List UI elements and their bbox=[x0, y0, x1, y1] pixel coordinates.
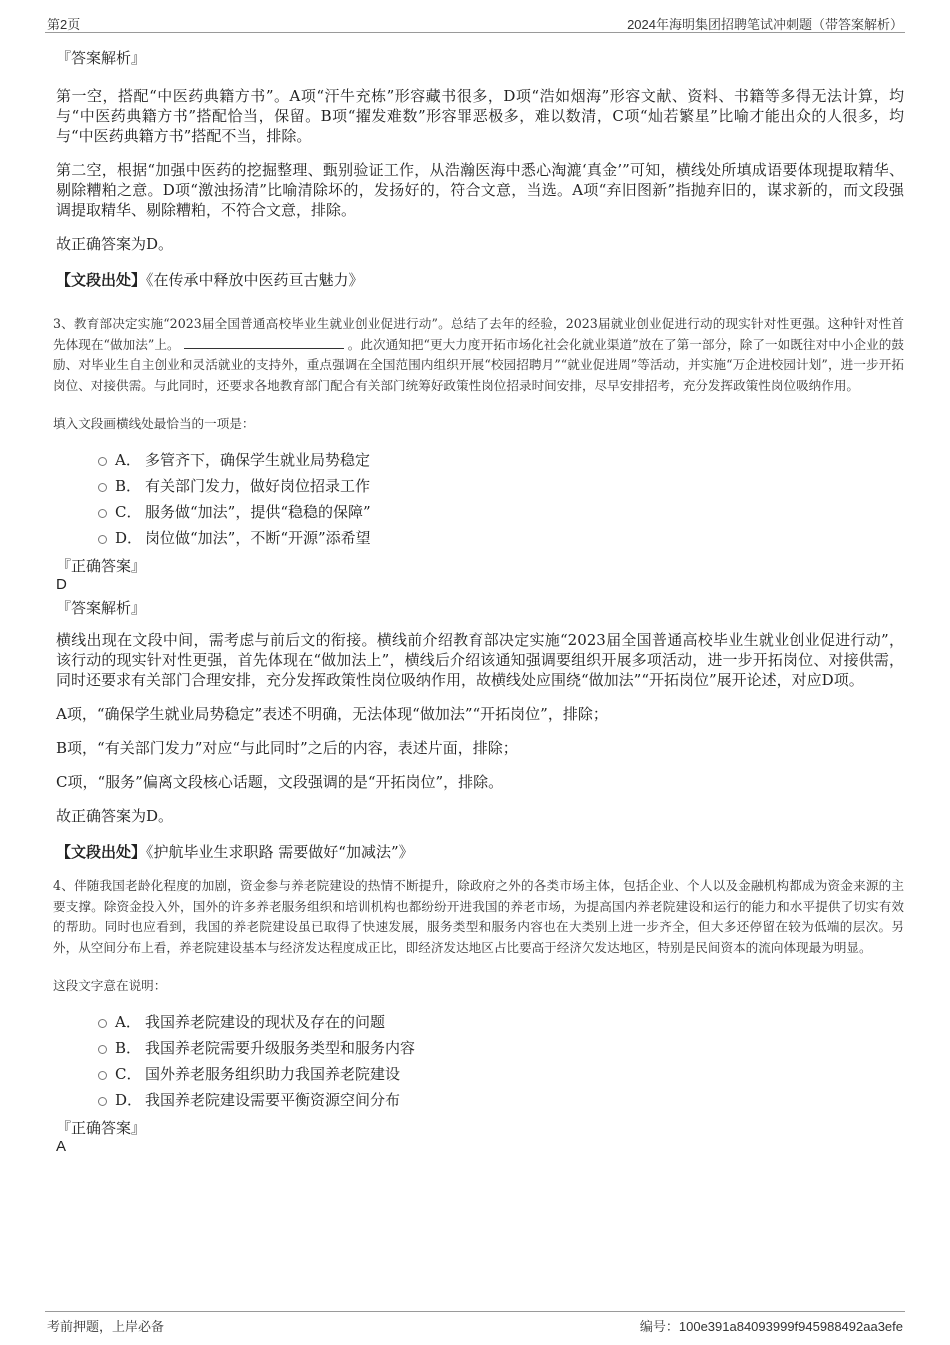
q4-options bbox=[98, 1008, 904, 1112]
q3-options bbox=[98, 446, 904, 550]
q2-conclusion: 故正确答案为D。 bbox=[56, 235, 174, 253]
q3-answer-label: 『正确答案』 bbox=[56, 557, 147, 575]
radio-icon[interactable] bbox=[98, 483, 107, 492]
page-header bbox=[45, 12, 905, 33]
radio-icon[interactable] bbox=[98, 535, 107, 544]
q3-analysis-label: 『答案解析』 bbox=[56, 599, 147, 617]
source-title: 《护航毕业生求职路 需要做好“加减法”》 bbox=[146, 843, 414, 861]
q2-analysis-paragraph: 第二空，根据“加强中医药的挖掘整理、甄别验证工作，从浩瀚医海中悉心淘漉‘真金’”可知，横线处所填成语要体现提取精华、剔除糟粕之意。D项“激浊扬清”比喻清除坏的，发扬好的，符合文意，当选。A项“弃旧图新”指抛弃旧的，谋求新的，而文段强调提取精华、剔除糟粕，不符合文意，排除。 bbox=[56, 161, 904, 219]
q4-option-b[interactable]: B． 我国养老院需要升级服务类型和服务内容 bbox=[98, 1034, 904, 1060]
q4-option-a[interactable]: A． 我国养老院建设的现状及存在的问题 bbox=[98, 1008, 904, 1034]
q3-analysis-paragraph: 横线出现在文段中间，需考虑与前后文的衔接。横线前介绍教育部决定实施“2023届全国普通高校毕业生就业创业促进行动”，该行动的现实针对性更强，首先体现在“做加法上”，横线后介绍该通知强调要组织开展多项活动，进一步开拓岗位、对接供需，同时还要求有关部门合理安排，充分发挥政策性岗位吸纳作用，故横线处应围绕“做加法”“开拓岗位”展开论述，对应D项。 bbox=[56, 631, 904, 689]
source-label: 【文段出处】 bbox=[56, 843, 147, 861]
q3-prompt: 填入文段画横线处最恰当的一项是： bbox=[53, 416, 255, 431]
q4-answer: A bbox=[56, 1138, 67, 1155]
q3-text-before: 3、教育部决定实施“2023届全国普通高校毕业生就业创业促进行动”。总结了去年的经验，2023届就业创业促进行动的现实针对性更强。这种针对性首先体现在“做加法”上。 bbox=[53, 316, 904, 352]
q4-prompt: 这段文字意在说明： bbox=[53, 978, 167, 993]
document-body bbox=[53, 44, 904, 1156]
page-footer bbox=[45, 1311, 905, 1334]
q3-text-after: 。此次通知把“更大力度开拓市场化社会化就业渠道”放在了第一部分，除了一如既往对中小企业的鼓励、对毕业生自主创业和灵活就业的支持外，重点强调在全国范围内组织开展“校园招聘月”“就业促进周”等活动，并实施“万企进校园计划”，进一步开拓岗位、对接供需。与此同时，还要求各地教育部门配合有关部门统筹好政策性岗位招录时间安排，尽早安排招考，充分发挥政策性岗位吸纳作用。 bbox=[53, 336, 904, 393]
page-number: 第2页 bbox=[47, 17, 81, 32]
q4-option-d[interactable]: D． 我国养老院建设需要平衡资源空间分布 bbox=[98, 1086, 904, 1112]
radio-icon[interactable] bbox=[98, 1019, 107, 1028]
radio-icon[interactable] bbox=[98, 1071, 107, 1080]
q3-option-d[interactable]: D． 岗位做“加法”，不断“开源”添希望 bbox=[98, 524, 904, 550]
q3-answer: D bbox=[56, 576, 67, 593]
radio-icon[interactable] bbox=[98, 509, 107, 518]
source-label: 【文段出处】 bbox=[56, 271, 147, 289]
q4-stem: 4、伴随我国老龄化程度的加剧，资金参与养老院建设的热情不断提升，除政府之外的各类市场主体，包括企业、个人以及金融机构都成为资金来源的主要支撑。除资金投入外，国外的许多养老服务组织和培训机构也都纷纷开进我国的养老市场，为提高国内养老院建设和运行的能力和水平提供了切实有效的帮助。同时也应看到，我国的养老院建设虽已取得了快速发展，服务类型和服务内容也在大类别上进一步齐全，但大多还停留在较为低端的层次。另外，从空间分布上看，养老院建设基本与经济发达程度成正比，即经济发达地区占比要高于经济欠发达地区，特别是民间资本的流向体现最为明显。 bbox=[53, 878, 904, 955]
radio-icon[interactable] bbox=[98, 1097, 107, 1106]
source-title: 《在传承中释放中医药亘古魅力》 bbox=[146, 271, 364, 289]
radio-icon[interactable] bbox=[98, 457, 107, 466]
q3-stem bbox=[53, 314, 904, 396]
q3-analysis-paragraph: B项，“有关部门发力”对应“与此同时”之后的内容，表述片面，排除； bbox=[56, 739, 518, 757]
radio-icon[interactable] bbox=[98, 1045, 107, 1054]
q3-conclusion: 故正确答案为D。 bbox=[56, 807, 174, 825]
q3-option-a[interactable]: A． 多管齐下，确保学生就业局势稳定 bbox=[98, 446, 904, 472]
document-code: 编号：100e391a84093999f945988492aa3efe bbox=[639, 1319, 903, 1334]
q3-analysis-paragraph: A项，“确保学生就业局势稳定”表述不明确，无法体现“做加法”“开拓岗位”，排除； bbox=[56, 705, 608, 723]
q3-option-c[interactable]: C． 服务做“加法”，提供“稳稳的保障” bbox=[98, 498, 904, 524]
q4-option-c[interactable]: C． 国外养老服务组织助力我国养老院建设 bbox=[98, 1060, 904, 1086]
document-title: 2024年海明集团招聘笔试冲刺题（带答案解析） bbox=[627, 17, 903, 32]
q4-answer-label: 『正确答案』 bbox=[56, 1119, 147, 1137]
q2-source bbox=[56, 270, 904, 290]
q2-analysis-label: 『答案解析』 bbox=[56, 49, 147, 67]
q2-analysis-paragraph: 第一空，搭配“中医药典籍方书”。A项“汗牛充栋”形容藏书很多，D项“浩如烟海”形容文献、资料、书籍等多得无法计算，均与“中医药典籍方书”搭配恰当，保留。B项“擢发难数”形容罪恶极多，难以数清，C项“灿若繁星”比喻才能出众的人很多，均与“中医药典籍方书”搭配不当，排除。 bbox=[56, 87, 904, 145]
q3-analysis-paragraph: C项，“服务”偏离文段核心话题，文段强调的是“开拓岗位”，排除。 bbox=[56, 773, 504, 791]
fill-blank bbox=[184, 336, 344, 349]
q3-option-b[interactable]: B． 有关部门发力，做好岗位招录工作 bbox=[98, 472, 904, 498]
q3-source bbox=[56, 842, 904, 862]
footer-slogan: 考前押题，上岸必备 bbox=[47, 1320, 165, 1335]
